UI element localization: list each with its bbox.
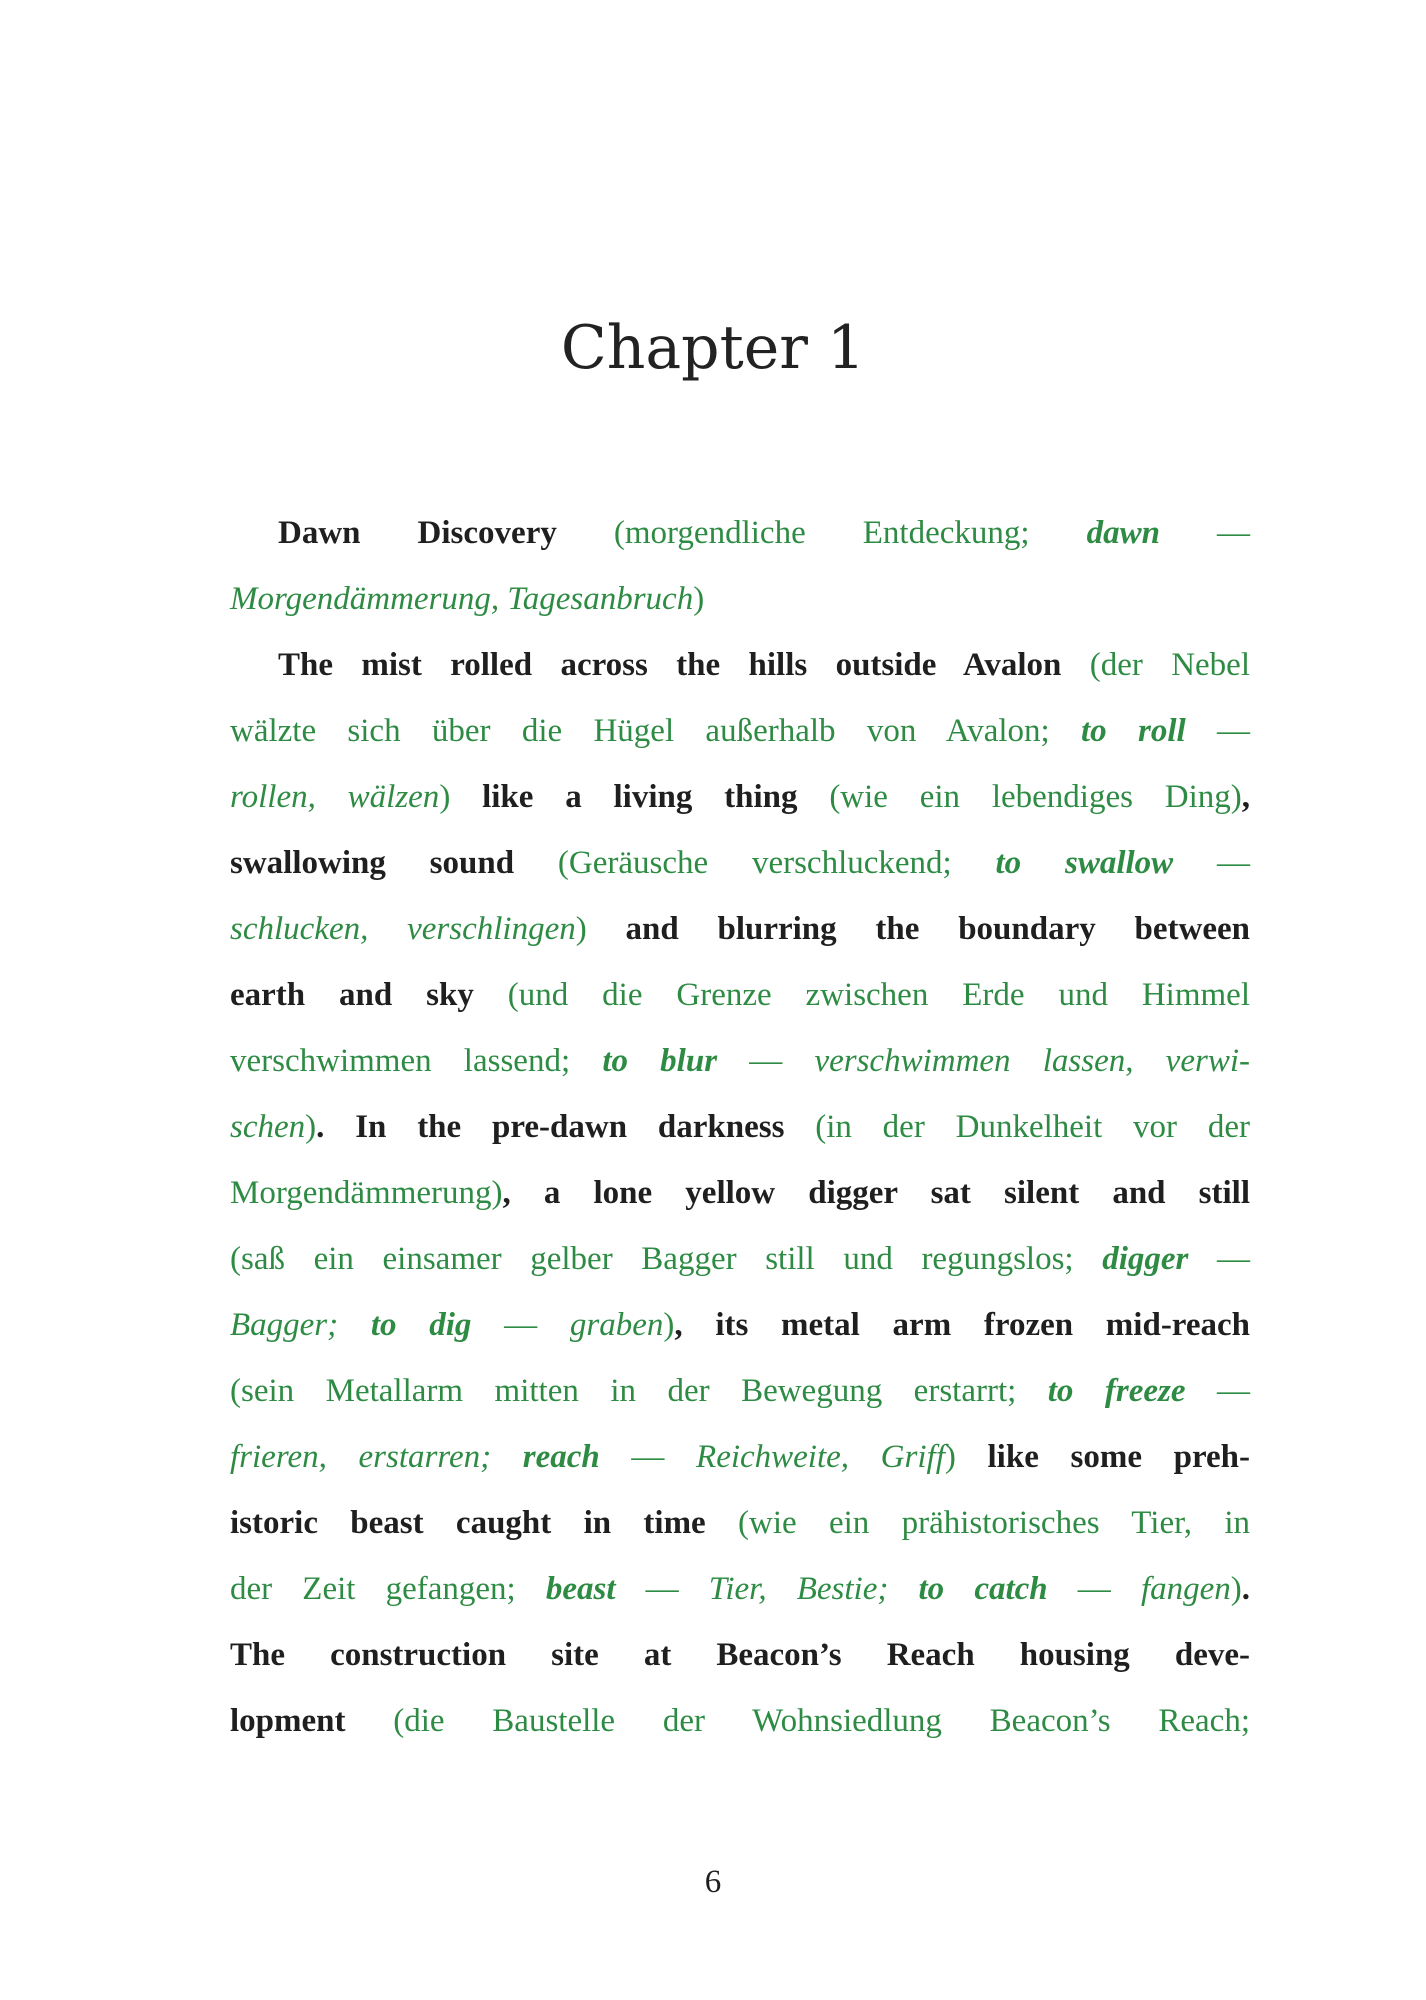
text-line bbox=[230, 1424, 1250, 1490]
english-phrase: istoric beast caught in time bbox=[230, 1505, 706, 1541]
vocab-keyword: digger bbox=[1102, 1241, 1189, 1277]
vocab-translation: Bagger; bbox=[230, 1307, 371, 1343]
english-phrase: , bbox=[1241, 779, 1250, 815]
german-gloss: (Geräusche verschluckend; bbox=[514, 845, 996, 881]
german-gloss: ) bbox=[663, 1307, 675, 1343]
vocab-keyword: to freeze bbox=[1047, 1373, 1186, 1409]
vocab-keyword: to dig bbox=[370, 1307, 472, 1343]
german-gloss: ) bbox=[944, 1439, 988, 1475]
vocab-keyword: beast bbox=[545, 1571, 616, 1607]
vocab-translation: frieren, erstarren; bbox=[230, 1439, 523, 1475]
german-gloss: — bbox=[1185, 713, 1250, 749]
text-line bbox=[230, 1490, 1250, 1556]
text-line bbox=[230, 1556, 1250, 1622]
german-gloss: wälzte sich über die Hügel außerhalb von Avalon; bbox=[230, 713, 1082, 749]
english-phrase: swallowing sound bbox=[230, 845, 515, 881]
german-gloss: (die Baustelle der Wohnsiedlung Beacon’s Reach; bbox=[345, 1703, 1250, 1739]
german-gloss: — bbox=[1185, 1373, 1251, 1409]
english-phrase: , its metal arm frozen mid-reach bbox=[674, 1307, 1251, 1343]
vocab-translation: Tier, Bestie; bbox=[708, 1571, 919, 1607]
german-gloss: (wie ein lebendiges Ding) bbox=[797, 779, 1242, 815]
vocab-keyword: dawn bbox=[1086, 515, 1160, 551]
german-gloss: — bbox=[717, 1043, 815, 1079]
text-line bbox=[230, 632, 1250, 698]
german-gloss: — bbox=[615, 1571, 709, 1607]
german-gloss: — bbox=[1047, 1571, 1141, 1607]
vocab-keyword: to blur bbox=[602, 1043, 718, 1079]
text-line bbox=[230, 830, 1250, 896]
body-text bbox=[230, 500, 1250, 1754]
german-gloss: (morgendliche Entdeckung; bbox=[556, 515, 1087, 551]
german-gloss: Morgendämmerung) bbox=[230, 1175, 503, 1211]
german-gloss: — bbox=[1159, 515, 1250, 551]
text-line bbox=[230, 1094, 1250, 1160]
german-gloss: (wie ein prähistorisches Tier, in bbox=[705, 1505, 1250, 1541]
english-phrase: lopment bbox=[230, 1703, 346, 1739]
german-gloss: (sein Metallarm mitten in der Bewegung erstarrt; bbox=[230, 1373, 1048, 1409]
vocab-translation: graben bbox=[569, 1307, 664, 1343]
text-line bbox=[230, 962, 1250, 1028]
text-line bbox=[230, 896, 1250, 962]
vocab-keyword: to swallow bbox=[995, 845, 1174, 881]
english-phrase: earth and sky bbox=[230, 977, 474, 1013]
vocab-translation: rollen, wälzen bbox=[230, 779, 440, 815]
english-phrase: like some preh- bbox=[987, 1439, 1251, 1475]
text-line bbox=[230, 764, 1250, 830]
vocab-keyword: reach bbox=[522, 1439, 600, 1475]
german-gloss: ) bbox=[693, 581, 705, 617]
english-phrase: like a living thing bbox=[482, 779, 798, 815]
chapter-title: Chapter 1 bbox=[560, 313, 866, 383]
text-line bbox=[230, 1292, 1250, 1358]
german-gloss: — bbox=[1173, 845, 1251, 881]
text-line bbox=[230, 1160, 1250, 1226]
text-line bbox=[230, 1622, 1250, 1688]
text-line bbox=[230, 698, 1250, 764]
vocab-keyword: to roll bbox=[1081, 713, 1186, 749]
english-phrase: The construction site at Beacon’s Reach housing deve- bbox=[230, 1637, 1250, 1673]
english-phrase: Dawn Discovery bbox=[278, 515, 557, 551]
german-gloss: ) bbox=[575, 911, 626, 947]
text-line bbox=[230, 1358, 1250, 1424]
text-line bbox=[230, 1688, 1250, 1754]
german-gloss: — bbox=[471, 1307, 570, 1343]
vocab-translation: Reichweite, Griff bbox=[696, 1439, 945, 1475]
english-phrase: . In the pre-dawn darkness bbox=[316, 1109, 785, 1145]
text-line bbox=[230, 566, 1250, 632]
vocab-keyword: to catch bbox=[918, 1571, 1048, 1607]
german-gloss: (und die Grenze zwischen Erde und Himmel bbox=[473, 977, 1250, 1013]
german-gloss: — bbox=[599, 1439, 697, 1475]
german-gloss: ) bbox=[439, 779, 483, 815]
german-gloss: — bbox=[1188, 1241, 1251, 1277]
vocab-translation: Morgendämmerung, Tagesanbruch bbox=[230, 581, 694, 617]
english-phrase: and blurring the boundary between bbox=[625, 911, 1250, 947]
vocab-translation: schen bbox=[230, 1109, 306, 1145]
english-phrase: , a lone yellow digger sat silent and still bbox=[502, 1175, 1250, 1211]
page-number: 6 bbox=[704, 1864, 722, 1900]
vocab-translation: verschwimmen lassen, verwi- bbox=[814, 1043, 1250, 1079]
vocab-translation: fangen bbox=[1140, 1571, 1231, 1607]
english-phrase: . bbox=[1241, 1571, 1251, 1607]
german-gloss: (in der Dunkelheit vor der bbox=[784, 1109, 1250, 1145]
english-phrase: The mist rolled across the hills outside Avalon bbox=[278, 647, 1062, 683]
text-line bbox=[230, 500, 1250, 566]
german-gloss: (saß ein einsamer gelber Bagger still und regungslos; bbox=[230, 1241, 1103, 1277]
text-line bbox=[230, 1028, 1250, 1094]
german-gloss: verschwimmen lassend; bbox=[230, 1043, 603, 1079]
german-gloss: (der Nebel bbox=[1061, 647, 1250, 683]
german-gloss: ) bbox=[1230, 1571, 1242, 1607]
vocab-translation: schlucken, verschlingen bbox=[230, 911, 576, 947]
german-gloss: der Zeit gefangen; bbox=[230, 1571, 546, 1607]
text-line bbox=[230, 1226, 1250, 1292]
german-gloss: ) bbox=[305, 1109, 317, 1145]
